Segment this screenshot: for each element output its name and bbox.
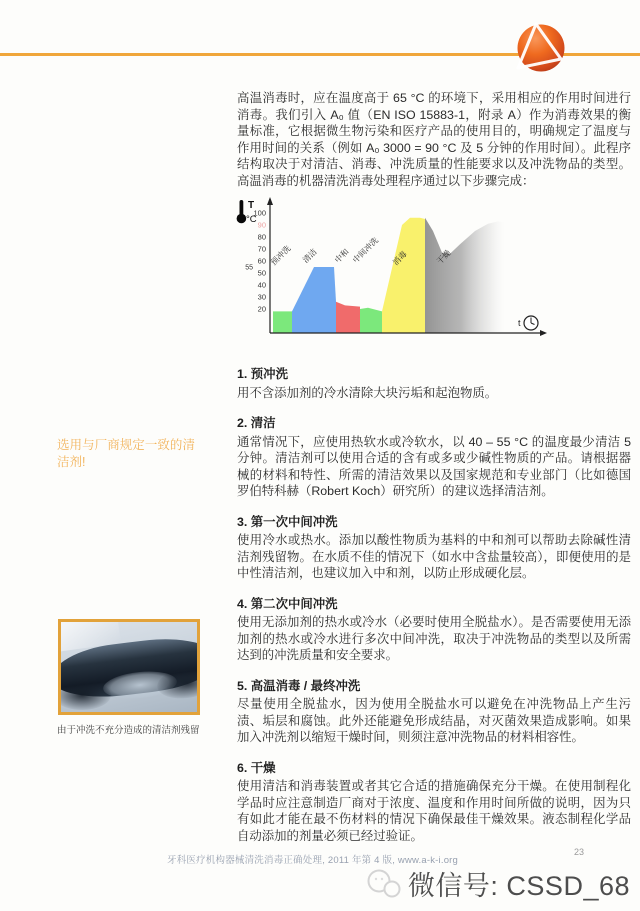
step-section <box>237 678 631 746</box>
step-body: 用不含添加剂的冷水清除大块污垢和起泡物质。 <box>237 385 498 400</box>
residue-photo <box>58 619 200 715</box>
wechat-icon <box>366 869 402 899</box>
x-axis-arrow <box>540 330 547 336</box>
ytick-100: 100 <box>253 208 266 218</box>
step-body: 使用无添加剂的热水或冷水（必要时使用全脱盐水）。是否需要使用无添加剂的热水或冷水进行多次中间冲洗，取决于冲洗物品的类型以及所需达到的冲洗质量和安全要求。 <box>237 615 631 662</box>
step-body: 使用冷水或热水。添加以酸性物质为基料的中和剂可以帮助去除碱性清洁剂残留物。在水质不佳的情况下（如水中含盐量较高），即便使用的是中性清洁剂，也建议加入中和剂，以防止形成硬化层。 <box>237 533 631 580</box>
wechat-watermark <box>366 864 630 903</box>
ytick-30: 30 <box>257 292 266 302</box>
y-axis-label-T: T <box>248 200 255 211</box>
process-chart-wrap <box>235 195 631 352</box>
step-heading: 6. 干燥 <box>237 760 276 775</box>
step-body: 通常情况下，应使用热软水或冷软水，以 40 – 55 °C 的温度最少清洁 5 分钟。清洁剂可以使用合适的含有或多或少碱性物质的产品。请根据器械的材料和特性、所需的清洁效果以及国家规范和专业部门（比如德国罗伯特科赫（Robert Koch）研究所）的建议选择清洁剂。 <box>237 434 631 498</box>
ytick-40: 40 <box>257 280 266 290</box>
step-body: 尽量使用全脱盐水，因为使用全脱盐水可以避免在冲洗物品上产生污渍、垢层和腐蚀。此外还能避免形成结晶，对灭菌效果造成影响。如果加入冲洗剂以缩短干燥时间，则须注意冲洗物品的材料相容性。 <box>237 697 631 744</box>
phase-label-0: 预冲洗 <box>269 243 293 268</box>
page-number: 23 <box>574 847 585 857</box>
ytick-55: 55 <box>245 264 253 272</box>
temperature-process-chart <box>235 195 555 347</box>
step-section <box>237 415 631 500</box>
ytick-70: 70 <box>257 244 266 254</box>
ytick-20: 20 <box>257 304 266 314</box>
step-section <box>237 596 631 664</box>
ytick-80: 80 <box>257 232 266 242</box>
photo-caption: 由于冲洗不充分造成的清洁剂残留 <box>57 725 200 736</box>
phase-area-1 <box>292 267 336 333</box>
step-section <box>237 514 631 582</box>
main-column <box>237 90 631 844</box>
phase-label-3: 中间冲洗 <box>351 235 381 265</box>
x-axis-label-t: t <box>518 318 521 328</box>
y-axis-arrow <box>267 197 273 205</box>
phase-area-2 <box>336 302 360 333</box>
step-heading: 1. 预冲洗 <box>237 367 288 381</box>
phase-area-4 <box>382 218 425 333</box>
y-axis-label-degC: °C <box>246 214 257 225</box>
footer-source: 牙科医疗机构器械清洗消毒正确处理, 2011 年第 4 版, www.a-k-i.org <box>167 855 459 866</box>
step-heading: 3. 第一次中间冲洗 <box>237 514 338 529</box>
thermometer-icon <box>240 200 244 216</box>
aki-logo-icon <box>505 22 567 78</box>
ytick-90: 90 <box>257 220 266 230</box>
ytick-60: 60 <box>257 256 266 266</box>
intro-paragraph: 高温消毒时，应在温度高于 65 °C 的环境下，采用相应的作用时间进行消毒。我们引入 A₀ 值（EN ISO 15883-1，附录 A）作为消毒效果的衡量标准，它根据微生物污染和医疗产品的使用目的，明确规定了温度与作用时间的关系（例如 A₀ 3000 = 90 °C 及 5 分钟的作用时间）。此程序结构取决于对清洁、消毒、冲洗质量的性能要求以及冲洗物品的类型。高温消毒的机器清洗消毒处理程序通过以下步骤完成： <box>237 91 631 188</box>
step-body: 使用清洁和消毒装置或者其它合适的措施确保充分干燥。在使用制程化学品时应注意制造厂商对于浓度、温度和作用时间所做的说明，因为只有如此才能在最不伤材料的情况下确保最佳干燥效果。液态制程化学品自动添加的剂量必须已经过验证。 <box>237 779 631 843</box>
step-heading: 5. 高温消毒 / 最终冲洗 <box>237 678 361 693</box>
wechat-id-label: 微信号: CSSD_68 <box>407 871 630 901</box>
ytick-50: 50 <box>257 268 266 278</box>
phase-label-5: 干燥 <box>435 248 453 267</box>
phase-area-0 <box>273 311 292 333</box>
phase-label-2: 中和 <box>333 247 351 265</box>
phase-label-1: 清洁 <box>301 247 319 265</box>
step-section <box>237 760 631 845</box>
phase-area-5 <box>425 218 505 333</box>
step-heading: 4. 第二次中间冲洗 <box>237 596 338 611</box>
step-heading: 2. 清洁 <box>237 416 276 430</box>
step-section <box>237 366 631 401</box>
phase-area-3 <box>360 308 382 333</box>
margin-note: 选用与厂商规定一致的清洁剂! <box>57 438 195 469</box>
phase-label-4: 消毒 <box>391 249 409 268</box>
